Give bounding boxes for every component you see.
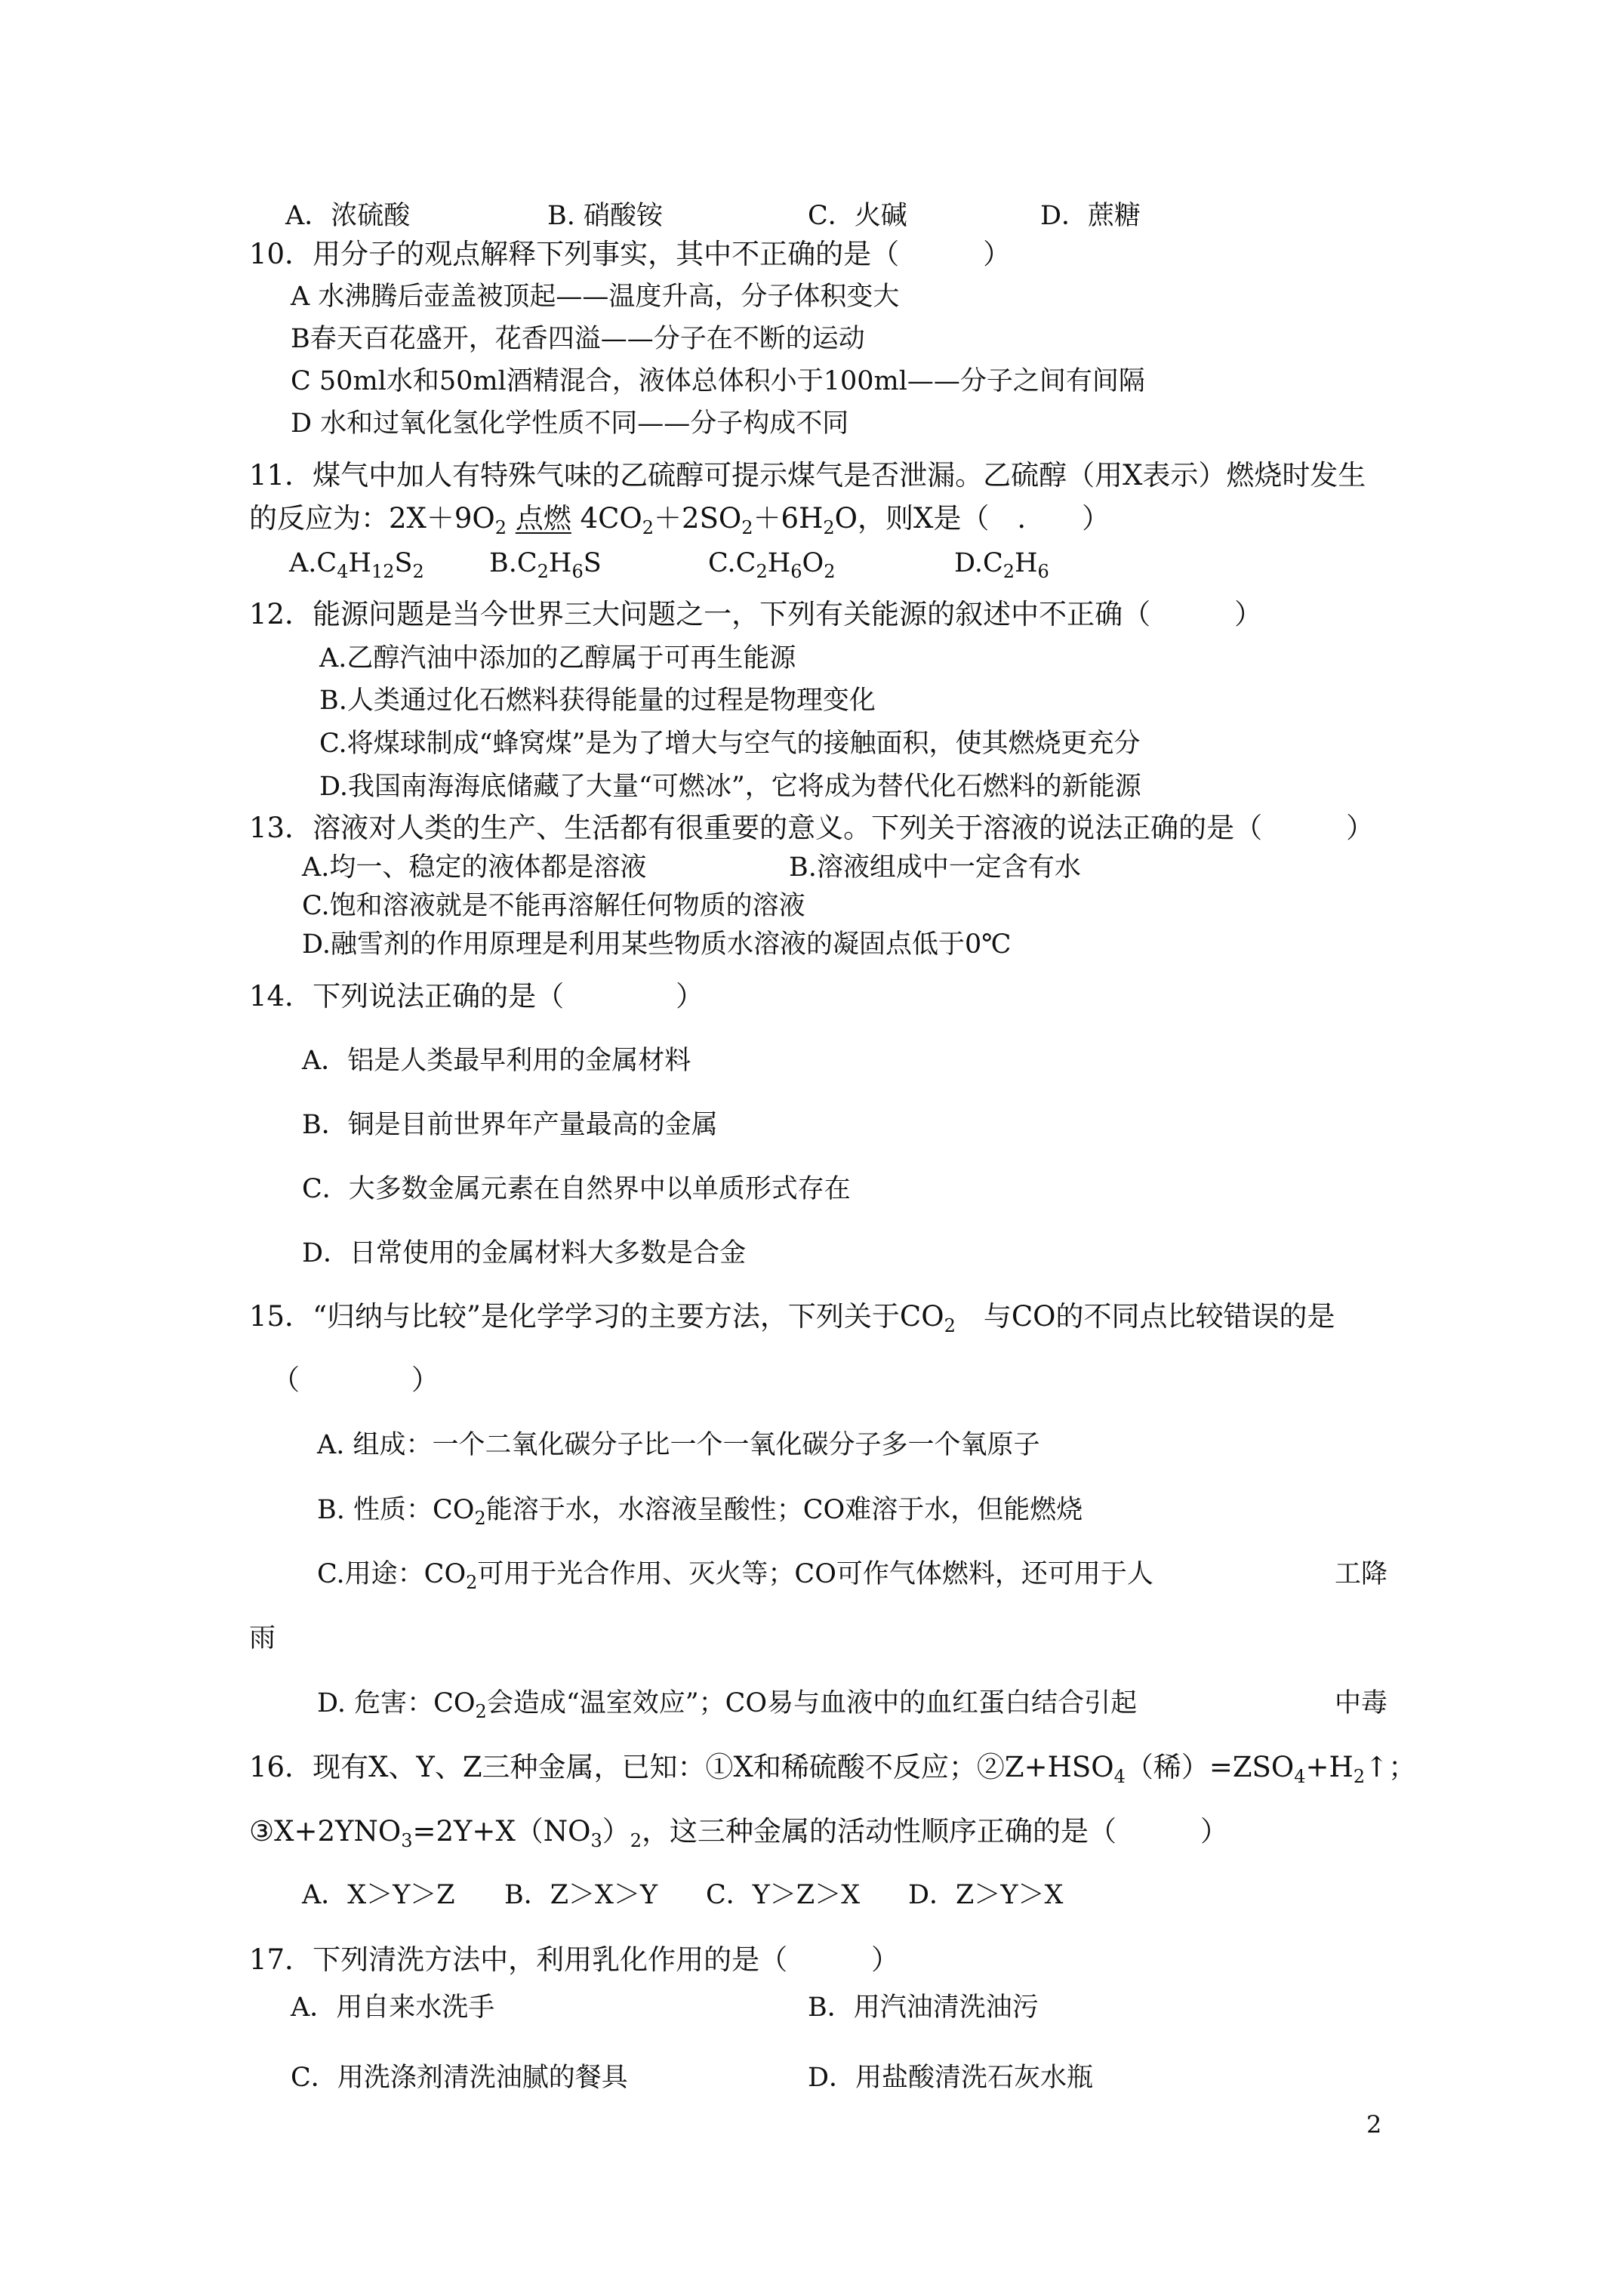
- q15-option-text: B. 性质：CO: [317, 1495, 475, 1525]
- q11-option-text: S: [583, 548, 602, 578]
- q15-option-c: [317, 1558, 1153, 1591]
- q16-option-a: A．X＞Y＞Z: [302, 1880, 455, 1910]
- q15-option-text: D. 危害：CO: [317, 1688, 476, 1718]
- q11-product: 4CO: [580, 502, 642, 535]
- q15-option-text: 会造成“温室效应”；CO易与血液中的血红蛋白结合引起: [486, 1688, 1138, 1718]
- q14-option-a: A．铝是人类最早利用的金属材料: [302, 1046, 691, 1076]
- q11-sub: 2: [537, 561, 549, 582]
- q11-sub: 2: [1002, 561, 1015, 582]
- q15-sub: 2: [466, 1572, 478, 1593]
- q13-option-d: D.融雪剂的作用原理是利用某些物质水溶液的凝固点低于0℃: [302, 929, 1012, 960]
- q15-option-c-wrap: 雨: [249, 1623, 276, 1653]
- q10-option-a: A 水沸腾后壶盖被顶起——温度升高，分子体积变大: [291, 282, 900, 312]
- q11-stem-line2: [249, 502, 1110, 538]
- q12-option-b: B.人类通过化石燃料获得能量的过程是物理变化: [319, 686, 876, 716]
- q11-sub: 6: [1037, 561, 1049, 582]
- q11-sub: 12: [371, 561, 395, 582]
- q11-sub: 2: [824, 561, 836, 582]
- q11-option-label: B.C: [489, 548, 537, 578]
- q16-text: ↑；: [1365, 1751, 1417, 1783]
- q11-option-label: C.C: [708, 548, 756, 578]
- q16-text: 16．现有X、Y、Z三种金属，已知：①X和稀硫酸不反应；②Z+HSO: [249, 1751, 1114, 1783]
- q15-option-b: [317, 1493, 1083, 1527]
- q11-product: ＋2SO: [654, 502, 742, 535]
- q11-option-a: [289, 547, 424, 580]
- q16-text: =2Y+X（NO: [412, 1815, 591, 1848]
- q17-option-d: D．用盐酸清洗石灰水瓶: [808, 2063, 1094, 2093]
- q16-stem-line1: [249, 1751, 1417, 1787]
- q15-option-a: A. 组成：一个二氧化碳分子比一个一氧化碳分子多一个氧原子: [317, 1430, 1040, 1460]
- q16-text: +H: [1305, 1751, 1354, 1783]
- q11-option-text: H: [348, 548, 371, 578]
- q11-condition: 点燃: [515, 502, 571, 535]
- q16-sub: 2: [630, 1830, 642, 1851]
- q10-option-b: B春天百花盛开，花香四溢——分子在不断的运动: [291, 324, 865, 354]
- q9-option-c: C．火碱: [808, 201, 907, 231]
- q15-option-text: 可用于光合作用、灭火等；CO可作气体燃料，还可用于人: [477, 1559, 1153, 1589]
- page-number: 2: [1366, 2110, 1382, 2139]
- q16-text: ，这三种金属的活动性顺序正确的是（ ）: [642, 1815, 1229, 1848]
- q10-option-d: D 水和过氧化氢化学性质不同——分子构成不同: [291, 408, 849, 439]
- q16-sub: 4: [1294, 1766, 1306, 1787]
- q16-sub: 2: [1353, 1766, 1366, 1787]
- q13-option-b: B.溶液组成中一定含有水: [789, 852, 1081, 883]
- q11-option-text: S: [394, 548, 413, 578]
- q13-option-c: C.饱和溶液就是不能再溶解任何物质的溶液: [302, 891, 805, 921]
- q15-stem-line1: [249, 1300, 1335, 1336]
- q15-option-text: 能溶于水，水溶液呈酸性；CO难溶于水，但能燃烧: [485, 1495, 1083, 1525]
- q11-option-label: A.C: [289, 548, 337, 578]
- q11-option-c: [708, 547, 836, 580]
- q9-option-a: A．浓硫酸: [285, 201, 411, 231]
- q12-option-c: C.将煤球制成“蜂窝煤”是为了增大与空气的接触面积，使其燃烧更充分: [319, 729, 1141, 759]
- q16-sub: 4: [1113, 1766, 1126, 1787]
- q15-option-d: [317, 1687, 1137, 1720]
- q13-stem: 13．溶液对人类的生产、生活都有很重要的意义。下列关于溶液的说法正确的是（ ）: [249, 812, 1375, 844]
- q11-stem-line1: 11．煤气中加人有特殊气味的乙硫醇可提示煤气是否泄漏。乙硫醇（用X表示）燃烧时发生: [249, 459, 1366, 492]
- q17-option-a: A．用自来水洗手: [291, 1992, 495, 2023]
- q12-option-a: A.乙醇汽油中添加的乙醇属于可再生能源: [319, 643, 796, 673]
- q17-stem: 17．下列清洗方法中，利用乳化作用的是（ ）: [249, 1943, 900, 1976]
- q11-sub: 2: [412, 561, 424, 582]
- q11-sub: 6: [790, 561, 802, 582]
- q15-sub: 2: [474, 1508, 486, 1529]
- q15-option-c-tail: 工降: [1335, 1559, 1388, 1589]
- q16-text: ③X+2YNO: [249, 1815, 402, 1848]
- q14-option-c: C．大多数金属元素在自然界中以单质形式存在: [302, 1174, 851, 1204]
- q11-product: ＋6H: [753, 502, 824, 535]
- q11-option-d: [954, 547, 1049, 580]
- q14-stem: 14．下列说法正确的是（ ）: [249, 980, 704, 1012]
- q17-option-b: B．用汽油清洗油污: [808, 1992, 1039, 2023]
- q11-sub: 2: [642, 517, 654, 538]
- q14-option-d: D．日常使用的金属材料大多数是合金: [302, 1238, 747, 1268]
- q15-stem-line2: （ ）: [272, 1364, 439, 1396]
- q15-option-text: C.用途：CO: [317, 1559, 467, 1589]
- q15-stem-text: 15．“归纳与比较”是化学学习的主要方法，下列关于CO: [249, 1300, 944, 1333]
- q11-sub: 2: [741, 517, 753, 538]
- q11-option-text: H: [548, 548, 572, 578]
- q15-sub: 2: [475, 1701, 487, 1722]
- q16-stem-line2: [249, 1815, 1229, 1851]
- q10-option-c: C 50ml水和50ml酒精混合，液体总体积小于100ml——分子之间有间隔: [291, 366, 1145, 396]
- q10-stem: 10．用分子的观点解释下列事实，其中不正确的是（ ）: [249, 238, 1012, 270]
- q16-text: （稀）=ZSO: [1125, 1751, 1295, 1783]
- q11-eq-prefix: 的反应为：2X＋9O: [249, 502, 495, 535]
- q11-sub: 2: [823, 517, 835, 538]
- q16-text: ）: [602, 1815, 630, 1848]
- q16-sub: 3: [401, 1830, 413, 1851]
- q11-option-text: H: [1015, 548, 1038, 578]
- q13-option-a: A.均一、稳定的液体都是溶液: [302, 852, 647, 883]
- q16-sub: 3: [590, 1830, 602, 1851]
- q11-sub: 4: [337, 561, 349, 582]
- q9-option-b: B. 硝酸铵: [547, 201, 663, 231]
- q11-option-label: D.C: [954, 548, 1003, 578]
- q11-product: O: [834, 502, 858, 535]
- q9-option-d: D．蔗糖: [1040, 201, 1141, 231]
- q15-stem-text: 与CO的不同点比较错误的是: [955, 1300, 1335, 1333]
- q11-sub: 6: [571, 561, 584, 582]
- q11-suffix: ，则X是（ . ）: [858, 502, 1110, 535]
- q11-option-text: O: [802, 548, 824, 578]
- q11-sub: 2: [756, 561, 768, 582]
- q14-option-b: B．铜是目前世界年产量最高的金属: [302, 1110, 718, 1140]
- q12-stem: 12．能源问题是当今世界三大问题之一，下列有关能源的叙述中不正确（ ）: [249, 598, 1263, 630]
- q15-sub: 2: [944, 1315, 956, 1336]
- q16-option-d: D．Z＞Y＞X: [908, 1880, 1064, 1910]
- q12-option-d: D.我国南海海底储藏了大量“可燃冰”，它将成为替代化石燃料的新能源: [319, 772, 1141, 802]
- q16-option-b: B．Z＞X＞Y: [504, 1880, 658, 1910]
- q17-option-c: C．用洗涤剂清洗油腻的餐具: [291, 2063, 628, 2093]
- q15-option-d-tail: 中毒: [1335, 1688, 1388, 1718]
- q11-option-text: H: [767, 548, 791, 578]
- q16-option-c: C．Y＞Z＞X: [706, 1880, 861, 1910]
- q11-option-b: [489, 547, 602, 580]
- q11-sub: 2: [494, 517, 507, 538]
